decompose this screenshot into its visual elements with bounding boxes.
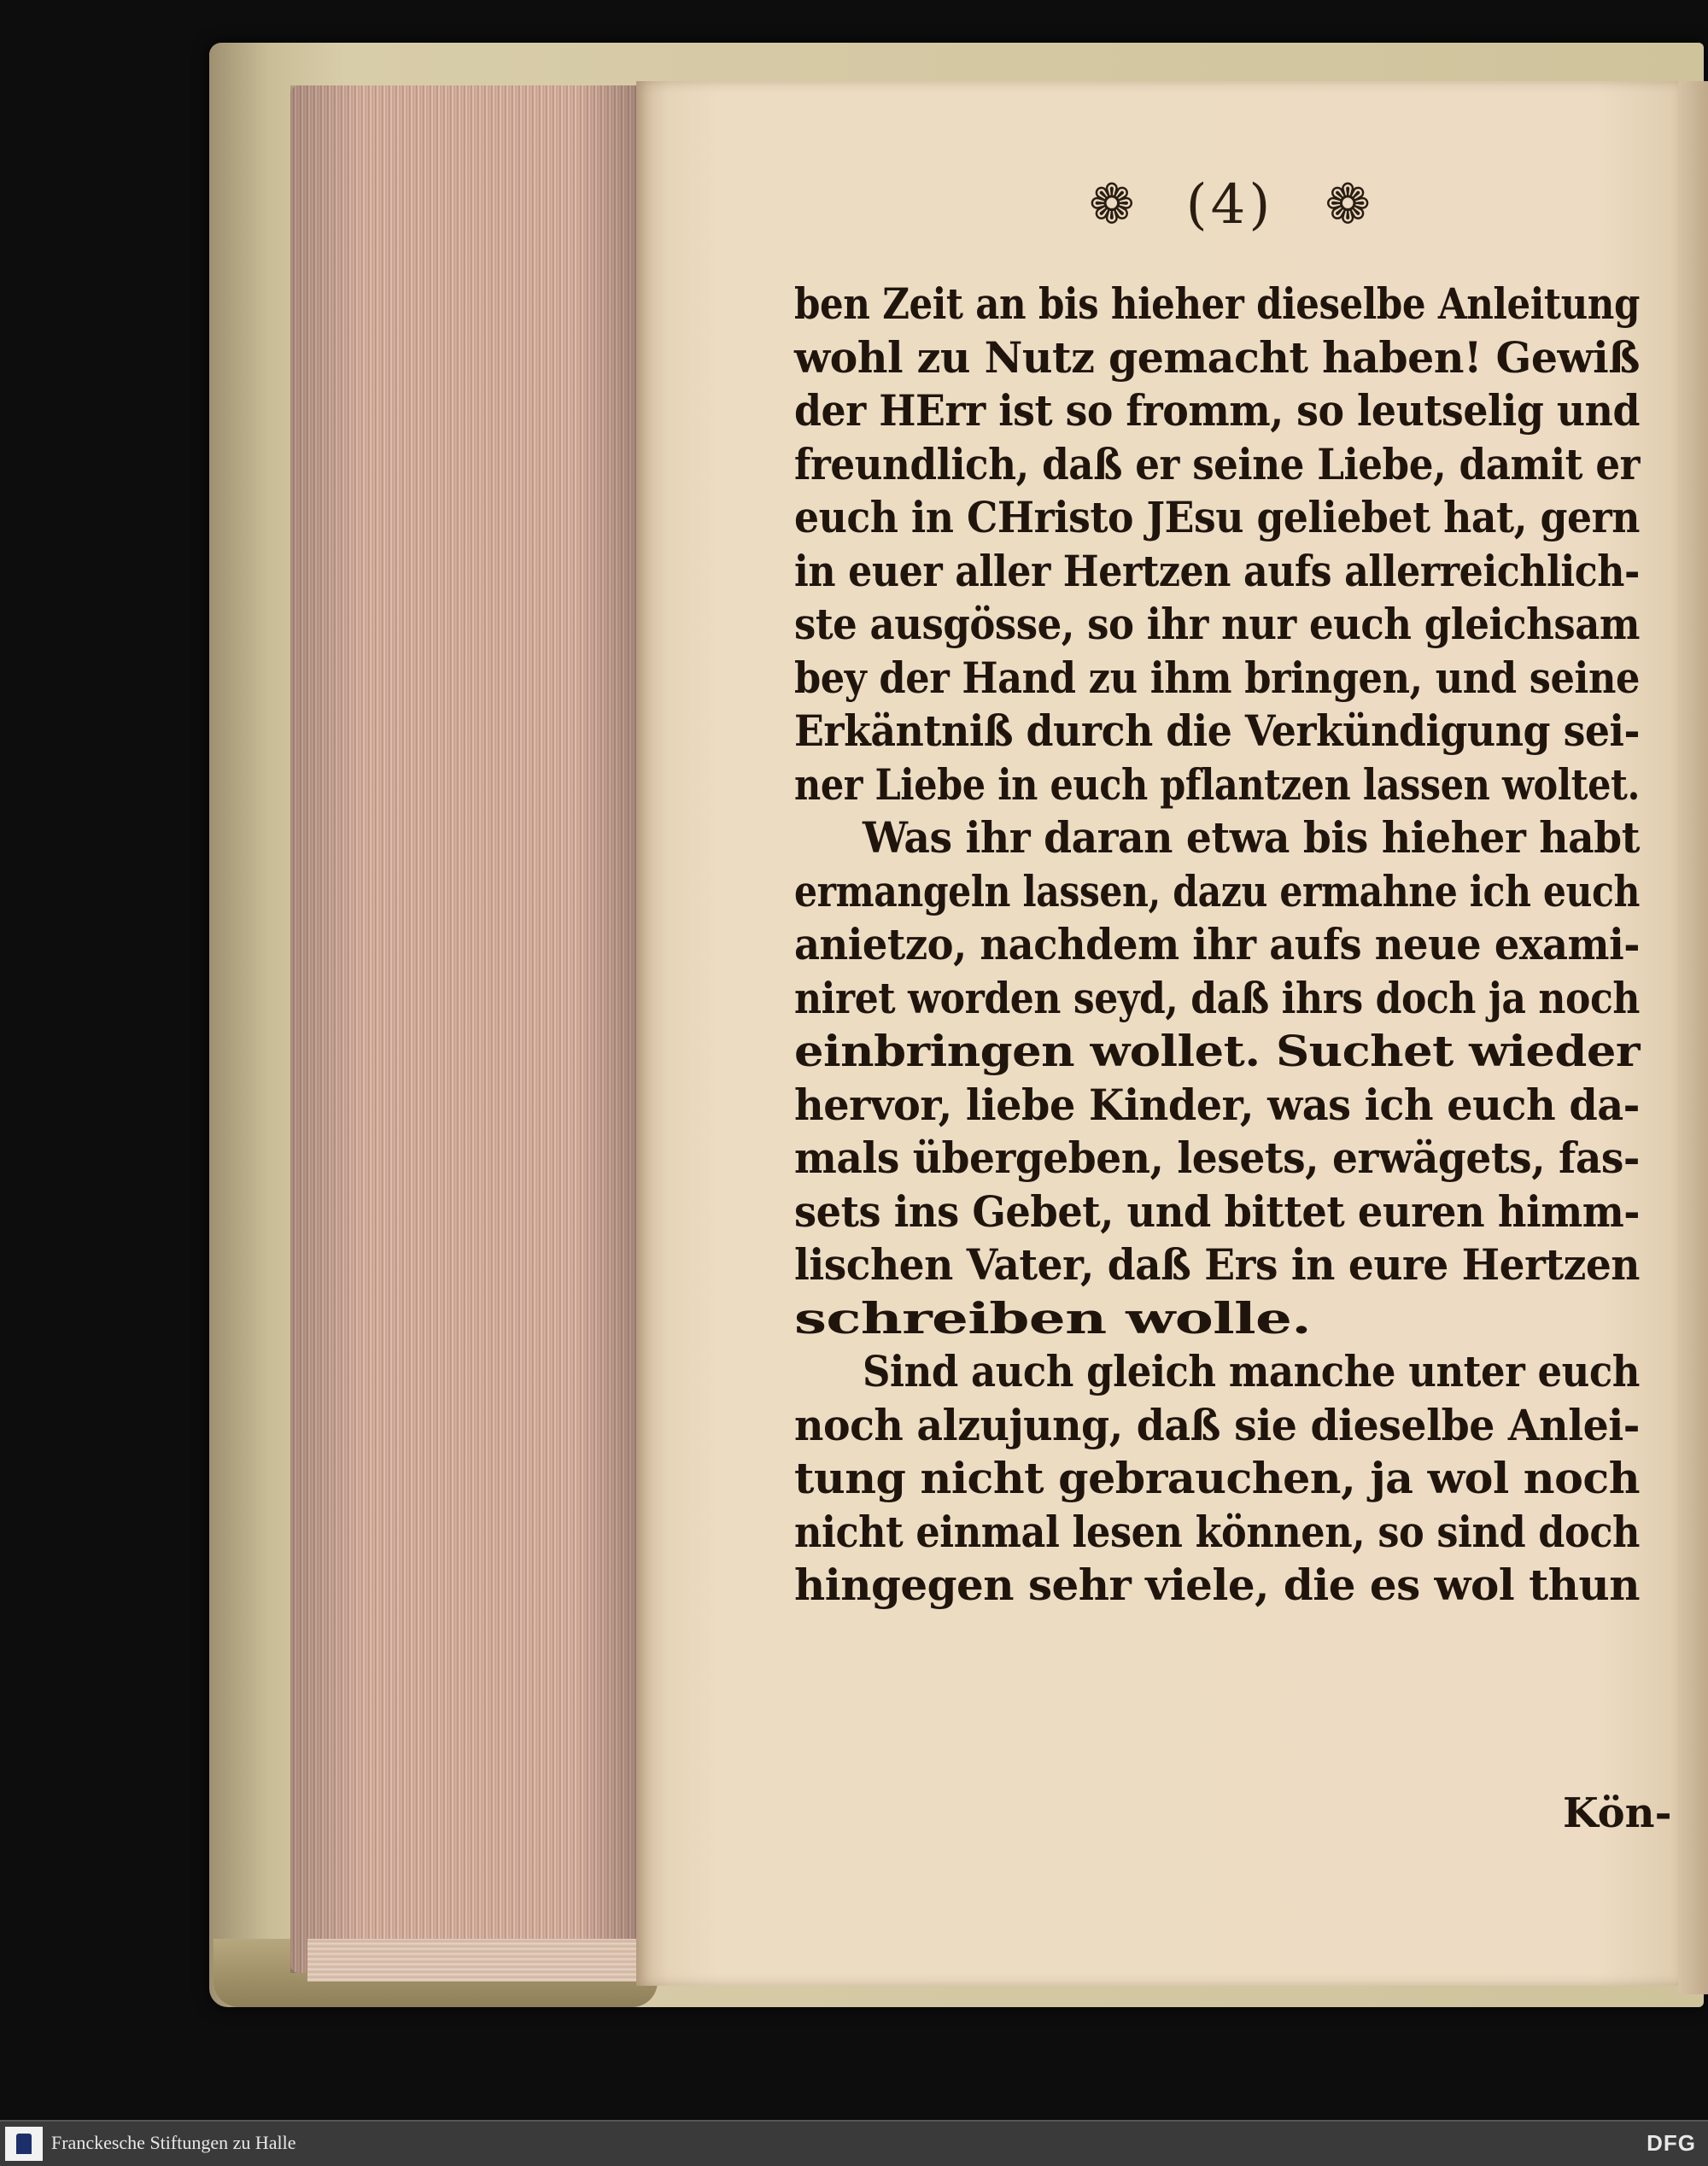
text-line: noch alzujung, daß sie dieselbe Anlei- [794, 1399, 1640, 1450]
text-line: nicht einmal lesen können, so sind doch [794, 1506, 1640, 1557]
text-line: einbringen wollet. Suchet wieder [794, 1026, 1640, 1076]
dfg-logo[interactable]: DFG [1647, 2130, 1696, 2156]
text-line: anietzo, nachdem ihr aufs neue exami- [794, 919, 1640, 969]
viewer-footer [0, 2120, 1708, 2166]
page-text [794, 278, 1640, 1613]
page-edges-shade [290, 85, 649, 1973]
building-icon [16, 2134, 32, 2154]
text-line: Erkäntniß durch die Verkündigung sei- [794, 705, 1640, 756]
institution-name[interactable]: Franckesche Stiftungen zu Halle [51, 2132, 296, 2153]
facing-page-edge [1678, 81, 1708, 1994]
text-line: der HErr ist so fromm, so leutselig und [794, 385, 1640, 436]
text-line: hingegen sehr viele, die es wol thun [794, 1560, 1640, 1610]
text-line: tung nicht gebrauchen, ja wol noch [794, 1453, 1640, 1503]
text-line: schreiben wolle. [794, 1292, 1312, 1344]
text-line: mals übergeben, lesets, erwägets, fas- [794, 1133, 1640, 1183]
text-line: euch in CHristo JEsu geliebet hat, gern [794, 492, 1640, 542]
page-number: (4) [1185, 173, 1274, 237]
page-edges-bottom [307, 1939, 649, 1982]
text-line: hervor, liebe Kinder, was ich euch da- [794, 1079, 1640, 1130]
text-line: ben Zeit an bis hieher dieselbe Anleitung [794, 278, 1640, 329]
flower-ornament-icon: ❁ [1325, 173, 1371, 237]
institution-logo-icon[interactable] [5, 2127, 43, 2161]
page-header [1050, 167, 1409, 243]
text-line: freundlich, daß er seine Liebe, damit er [794, 438, 1640, 489]
text-line: wohl zu Nutz gemacht haben! Gewiß [794, 331, 1640, 383]
text-line: Sind auch gleich manche unter euch [863, 1346, 1640, 1396]
text-line: ste ausgösse, so ihr nur euch gleichsam [794, 599, 1640, 649]
text-line: sets ins Gebet, und bittet euren himm- [794, 1185, 1640, 1237]
text-line: ner Liebe in euch pflantzen lassen woltet. [794, 758, 1640, 810]
text-line: ermangeln lassen, dazu ermahne ich euch [794, 865, 1640, 916]
text-line: lischen Vater, daß Ers in eure Hertzen [794, 1239, 1640, 1290]
text-line: in euer aller Hertzen aufs allerreichlich- [794, 545, 1640, 596]
text-line: niret worden seyd, daß ihrs doch ja noch [794, 972, 1640, 1023]
catchword: Kön- [1563, 1789, 1672, 1837]
text-line: Was ihr daran etwa bis hieher habt [863, 812, 1640, 863]
flower-ornament-icon: ❁ [1089, 173, 1135, 237]
text-line: bey der Hand zu ihm bringen, und seine [794, 652, 1640, 703]
